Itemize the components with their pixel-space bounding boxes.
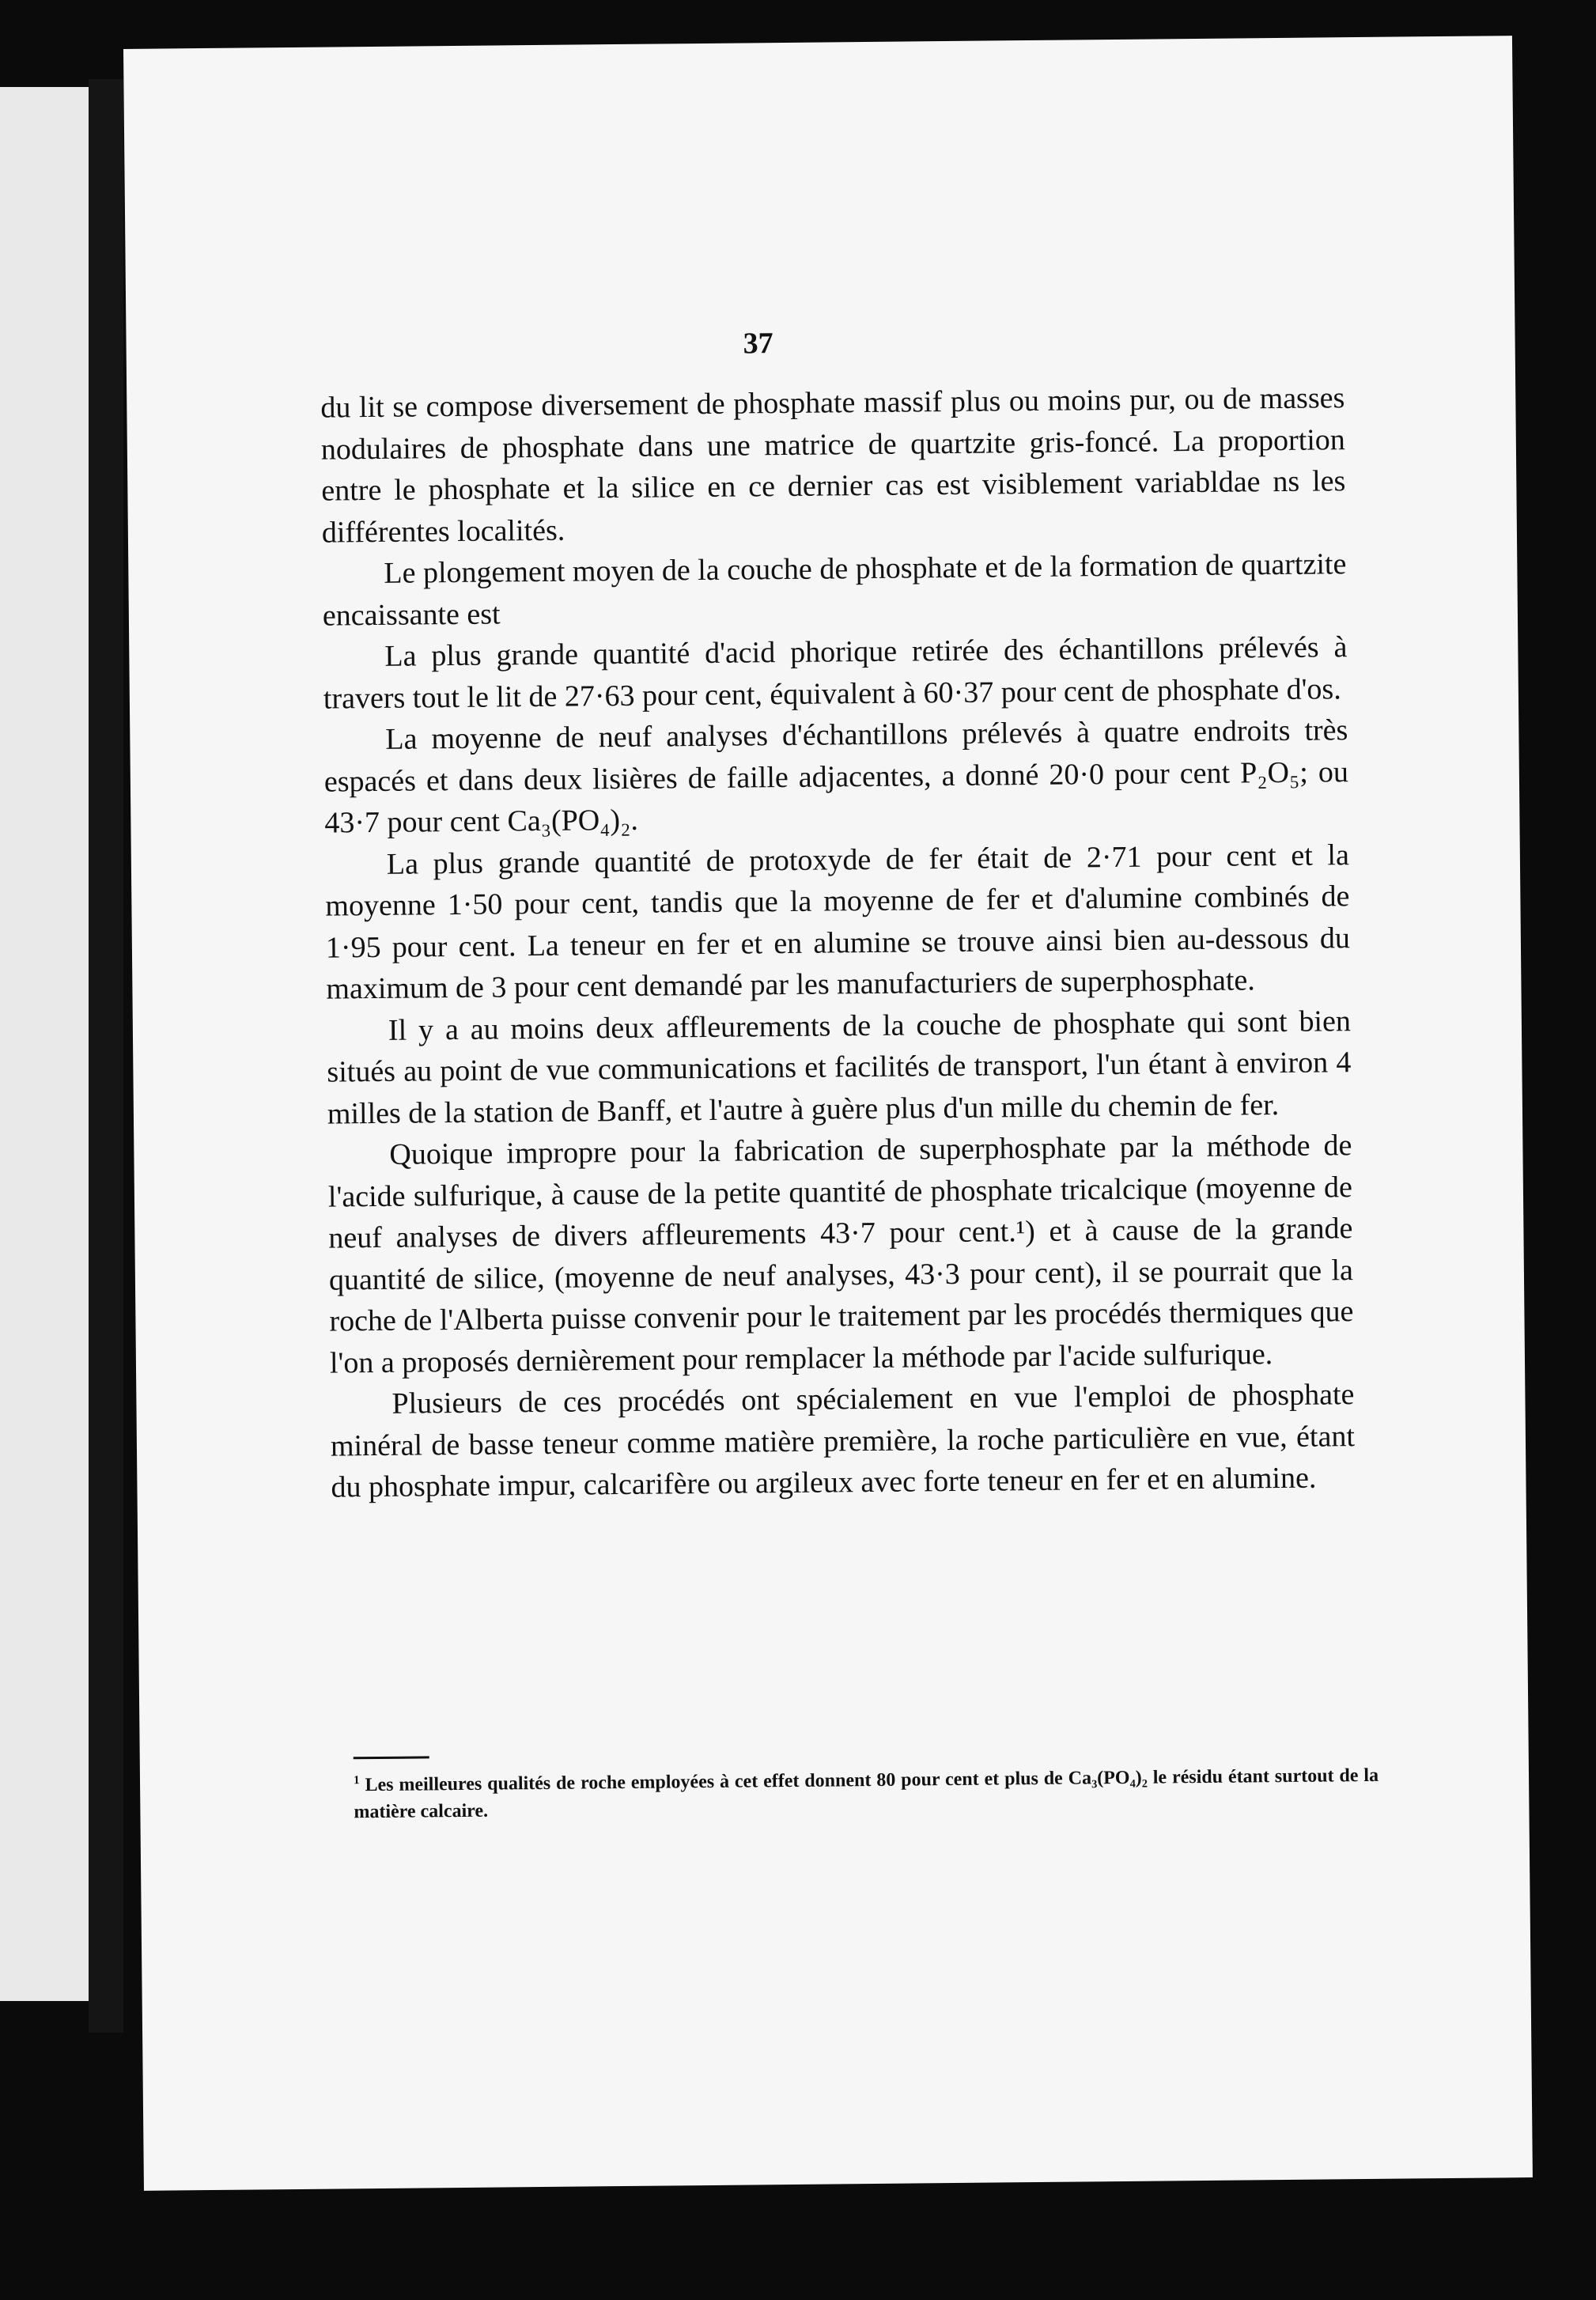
facing-page-edge [0,87,93,2001]
paragraph-4: La moyenne de neuf analyses d'échantillons prélevés à quatre endroits très espacés et dans deux lisières de faille adjacentes, a donné 20·0 pour cent P₂O₅; ou 43·7 pour cent Ca₃(PO₄)₂. [323,713,1349,840]
page-number: 37 [743,327,773,361]
paragraph-1: du lit se compose diversement de phosphate massif plus ou moins pur, ou de masses nodulaires de phosphate dans une matrice de quartzite gris-foncé. La proportion entre le phosphate et la silice en ce dernier cas est visiblement variabldae ns les différentes localités. [320,381,1346,550]
footnote-marker: 1 [353,1774,360,1787]
document-page [123,36,1533,2191]
paragraph-2: Le plongement moyen de la couche de phosphate et de la formation de quartzite encaissante est [322,547,1347,633]
paragraph-6: Il y a au moins deux affleurements de la couche de phosphate qui sont bien situés au point de vue communications et facilités de transport, l'un étant à environ 4 milles de la station de Banff, et l'autre à guère plus d'un mille du chemin de fer. [327,1004,1352,1131]
paragraph-5: La plus grande quantité de protoxyde de fer était de 2·71 pour cent et la moyenne 1·50 pour cent, tandis que la moyenne de fer et d'alumine combinés de 1·95 pour cent. La teneur en fer et en alumine se trouve ainsi bien au-dessous du maximum de 3 pour cent demandé par les manufacturiers de superphosphate. [325,838,1351,1006]
paragraph-3: La plus grande quantité d'acid phorique retirée des échantillons prélevés à travers tout le lit de 27·63 pour cent, équivalent à 60·37 pour cent de phosphate d'os. [323,630,1348,716]
paragraph-7: Quoique impropre pour la fabrication de superphosphate par la méthode de l'acide sulfurique, à cause de la petite quantité de phosphate tricalcique (moyenne de neuf analyses de divers affleurements 43·7 pour cent.¹) et à cause de la grande quantité de silice, (moyenne de neuf analyses, 43·3 pour cent), il se pourrait que la roche de l'Alberta puisse convenir pour le traitement par les procédés thermiques que l'on a proposés dernièrement pour remplacer la méthode par l'acide sulfurique. [327,1129,1354,1380]
paragraph-8: Plusieurs de ces procédés ont spécialement en vue l'emploi de phosphate minéral de basse teneur comme matière première, la roche particulière en vue, étant du phosphate impur, calcarifère ou argileux avec forte teneur en fer et en alumine. [330,1378,1356,1504]
book-gutter [89,79,123,2033]
footnote [354,1757,1379,1825]
footnote-text: Les meilleures qualités de roche employées à cet effet donnent 80 pour cent et plus de Ca₃(PO₄)₂ le résidu étant surtout de la matière calcaire. [354,1765,1379,1823]
footnote-divider [354,1756,429,1759]
body-text [320,377,1356,1508]
